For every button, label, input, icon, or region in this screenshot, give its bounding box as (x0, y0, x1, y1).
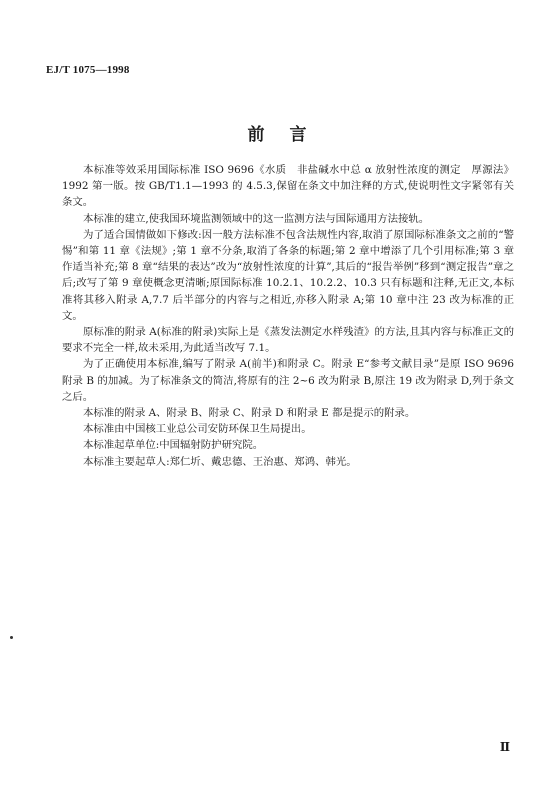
paragraph-adoption: 本标准等效采用国际标准 ISO 9696《水质 非盐碱水中总 α 放射性浓度的测定 厚源法》1992 第一版。按 GB/T1.1—1993 的 4.5.3,保留在条文中加注释的方式,使说明性文字紧邻有关条文。 (62, 164, 514, 209)
page-title: 前 言 (247, 125, 311, 145)
paragraph-modifications: 为了适合国情做如下修改:因一般方法标准不包含法规性内容,取消了原国际标准条文之前的“警惕”和第 11 章《法规》;第 1 章不分条,取消了各条的标题;第 2 章中增添了几个引用标准;第 3 章作适当补充;第 8 章“结果的表达”改为“放射性浓度的计算”,其后的“报告举例”移到“测定报告”章之后;改写了第 9 章使概念更清晰;原国际标准 10.2.1、10.2.2、10.3 只有标题和注释,无正文,本标准将其移入附录 A,7.7 后半部分的内容与之相近,亦移入附录 A;第 10 章中注 23 改为标准的正文。 (62, 228, 514, 322)
paragraph-purpose: 本标准的建立,使我国环境监测领域中的这一监测方法与国际通用方法接轨。 (83, 212, 430, 225)
paragraph-annex-compilation: 为了正确使用本标准,编写了附录 A(前半)和附录 C。附录 E“参考文献目录”是原 ISO 9696 附录 B 的加减。为了标准条文的简洁,将原有的注 2~6 改为附录 B,原注 19 改为附录 D,列于条文之后。 (62, 358, 514, 403)
scan-speck (10, 636, 13, 639)
paragraph-proposed-by: 本标准由中国核工业总公司安防环保卫生局提出。 (83, 423, 312, 436)
page-number: Ⅱ (499, 740, 510, 754)
paragraph-informative-annexes: 本标准的附录 A、附录 B、附录 C、附录 D 和附录 E 都是提示的附录。 (83, 407, 416, 420)
standard-code: EJ/T 1075—1998 (46, 64, 130, 76)
paragraph-annex-a-original: 原标准的附录 A(标准的附录)实际上是《蒸发法测定水样残渣》的方法,且其内容与标准正文的要求不完全一样,故未采用,为此适当改写 7.1。 (62, 326, 514, 355)
paragraph-drafters: 本标准主要起草人:郑仁圻、戴忠德、王治惠、郑鸿、韩光。 (83, 455, 357, 468)
foreword-body (62, 162, 514, 470)
paragraph-drafting-unit: 本标准起草单位:中国辐射防护研究院。 (83, 439, 264, 452)
